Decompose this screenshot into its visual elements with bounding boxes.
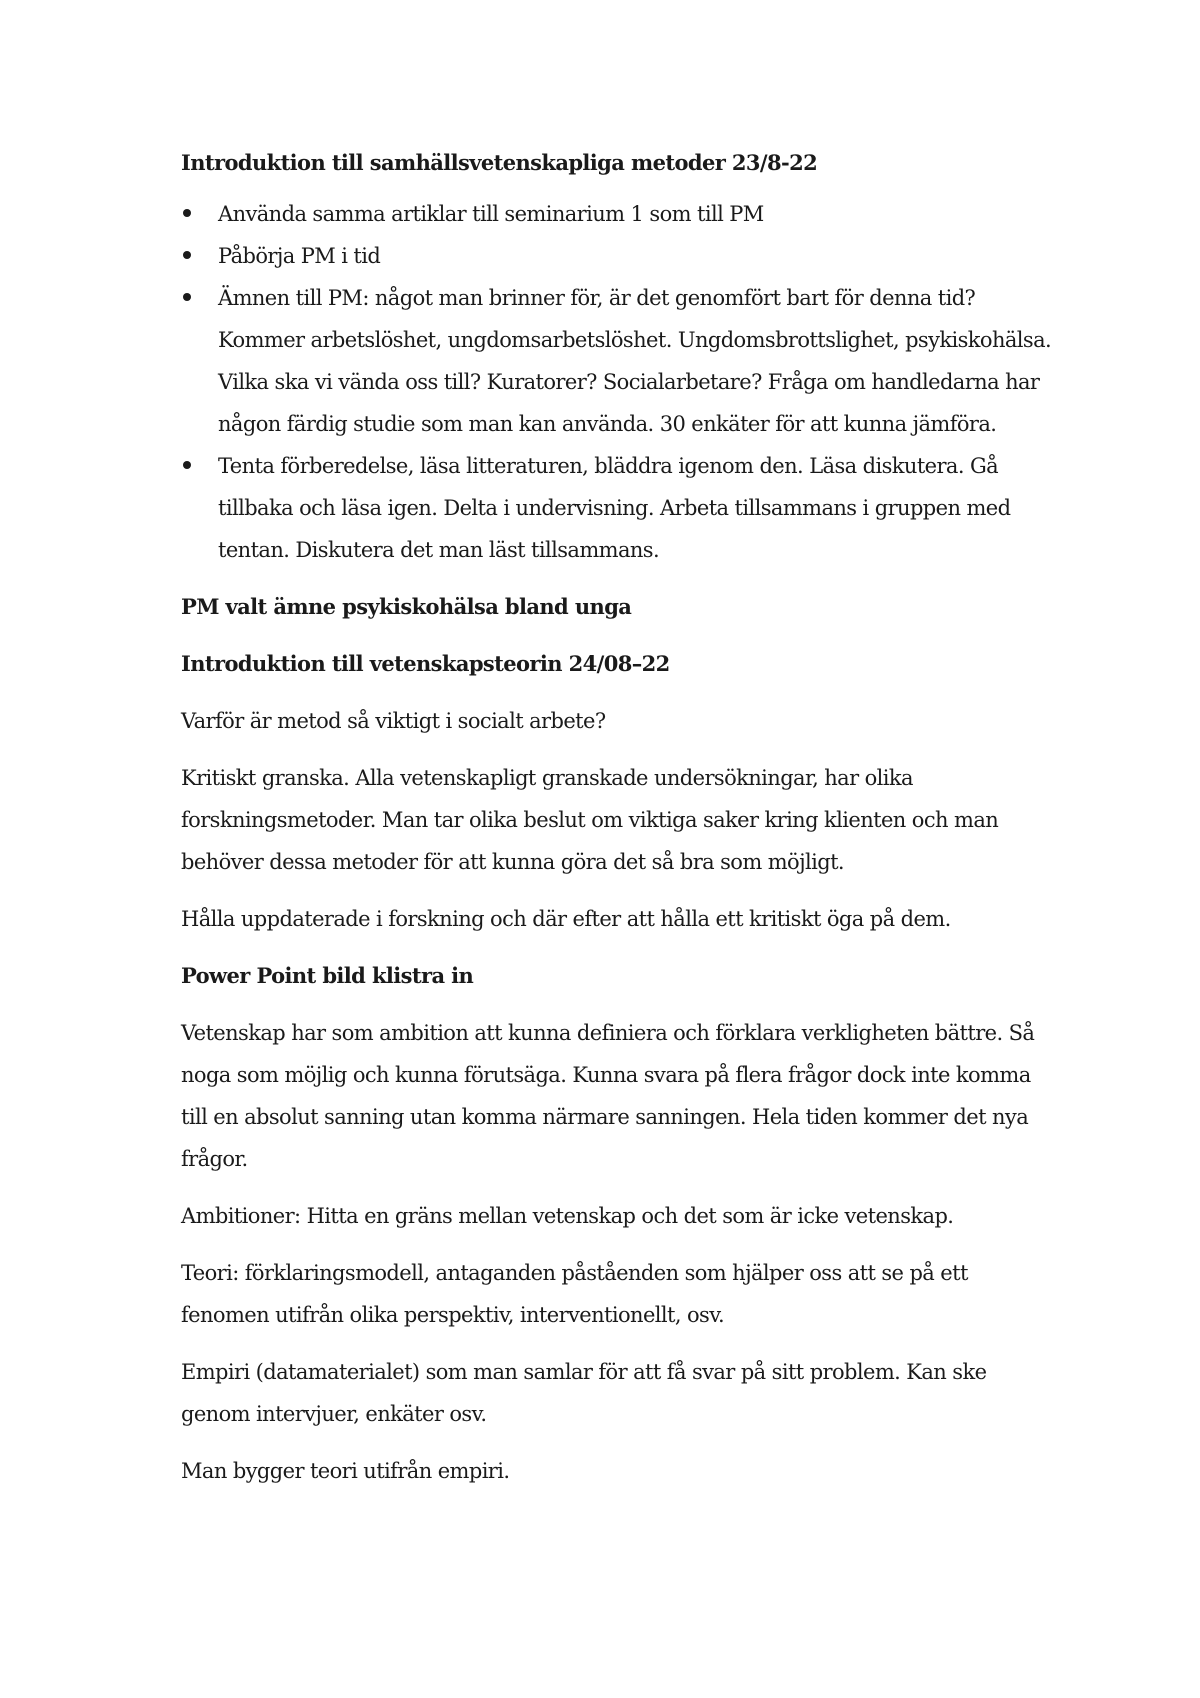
paragraph: Varför är metod så viktigt i socialt arbete? [181,709,606,733]
paragraph: Ambitioner: Hitta en gräns mellan vetenskap och det som är icke vetenskap. [181,1204,954,1228]
section-heading-powerpoint: Power Point bild klistra in [181,963,474,988]
bullet-icon [183,209,191,217]
list-item [181,445,1061,571]
list-item [181,235,1061,277]
list-item [181,277,1061,445]
list-item-text: Använda samma artiklar till seminarium 1 som till PM [218,202,764,226]
section-heading-intro-methods: Introduktion till samhällsvetenskapliga metoder 23/8-22 [181,150,818,175]
list-item-text: Ämnen till PM: något man brinner för, är det genomfört bart för denna tid? Kommer arbetslöshet, ungdomsarbetslöshet. Ungdomsbrottslighet, psykiskohälsa. Vilka ska vi vända oss till? Kuratorer? Socialarbetare? Fråga om handledarna har någon färdig studie som man kan använda. 30 enkäter för att kunna jämföra. [218,286,1052,436]
bullet-icon [183,251,191,259]
document-body [181,142,1061,1492]
paragraph: Man bygger teori utifrån empiri. [181,1459,510,1483]
paragraph: Empiri (datamaterialet) som man samlar för att få svar på sitt problem. Kan ske genom intervjuer, enkäter osv. [181,1360,987,1426]
list-item-text: Tenta förberedelse, läsa litteraturen, bläddra igenom den. Läsa diskutera. Gå tillbaka och läsa igen. Delta i undervisning. Arbeta tillsammans i gruppen med tentan. Diskutera det man läst tillsammans. [218,454,1011,562]
bullet-icon [183,461,191,469]
list-item-text: Påbörja PM i tid [218,244,381,268]
paragraph: Kritiskt granska. Alla vetenskapligt granskade undersökningar, har olika forskningsmetoder. Man tar olika beslut om viktiga saker kring klienten och man behöver dessa metoder för att kunna göra det så bra som möjligt. [181,766,999,874]
paragraph: Vetenskap har som ambition att kunna definiera och förklara verkligheten bättre. Så noga som möjlig och kunna förutsäga. Kunna svara på flera frågor dock inte komma till en absolut sanning utan komma närmare sanningen. Hela tiden kommer det nya frågor. [181,1021,1035,1171]
bullet-list [181,193,1061,571]
paragraph: Hålla uppdaterade i forskning och där efter att hålla ett kritiskt öga på dem. [181,907,951,931]
paragraph: Teori: förklaringsmodell, antaganden påståenden som hjälper oss att se på ett fenomen utifrån olika perspektiv, interventionellt, osv. [181,1261,968,1327]
section-heading-pm-topic: PM valt ämne psykiskohälsa bland unga [181,594,632,619]
list-item [181,193,1061,235]
section-heading-intro-theory: Introduktion till vetenskapsteorin 24/08–22 [181,651,670,676]
bullet-icon [183,293,191,301]
